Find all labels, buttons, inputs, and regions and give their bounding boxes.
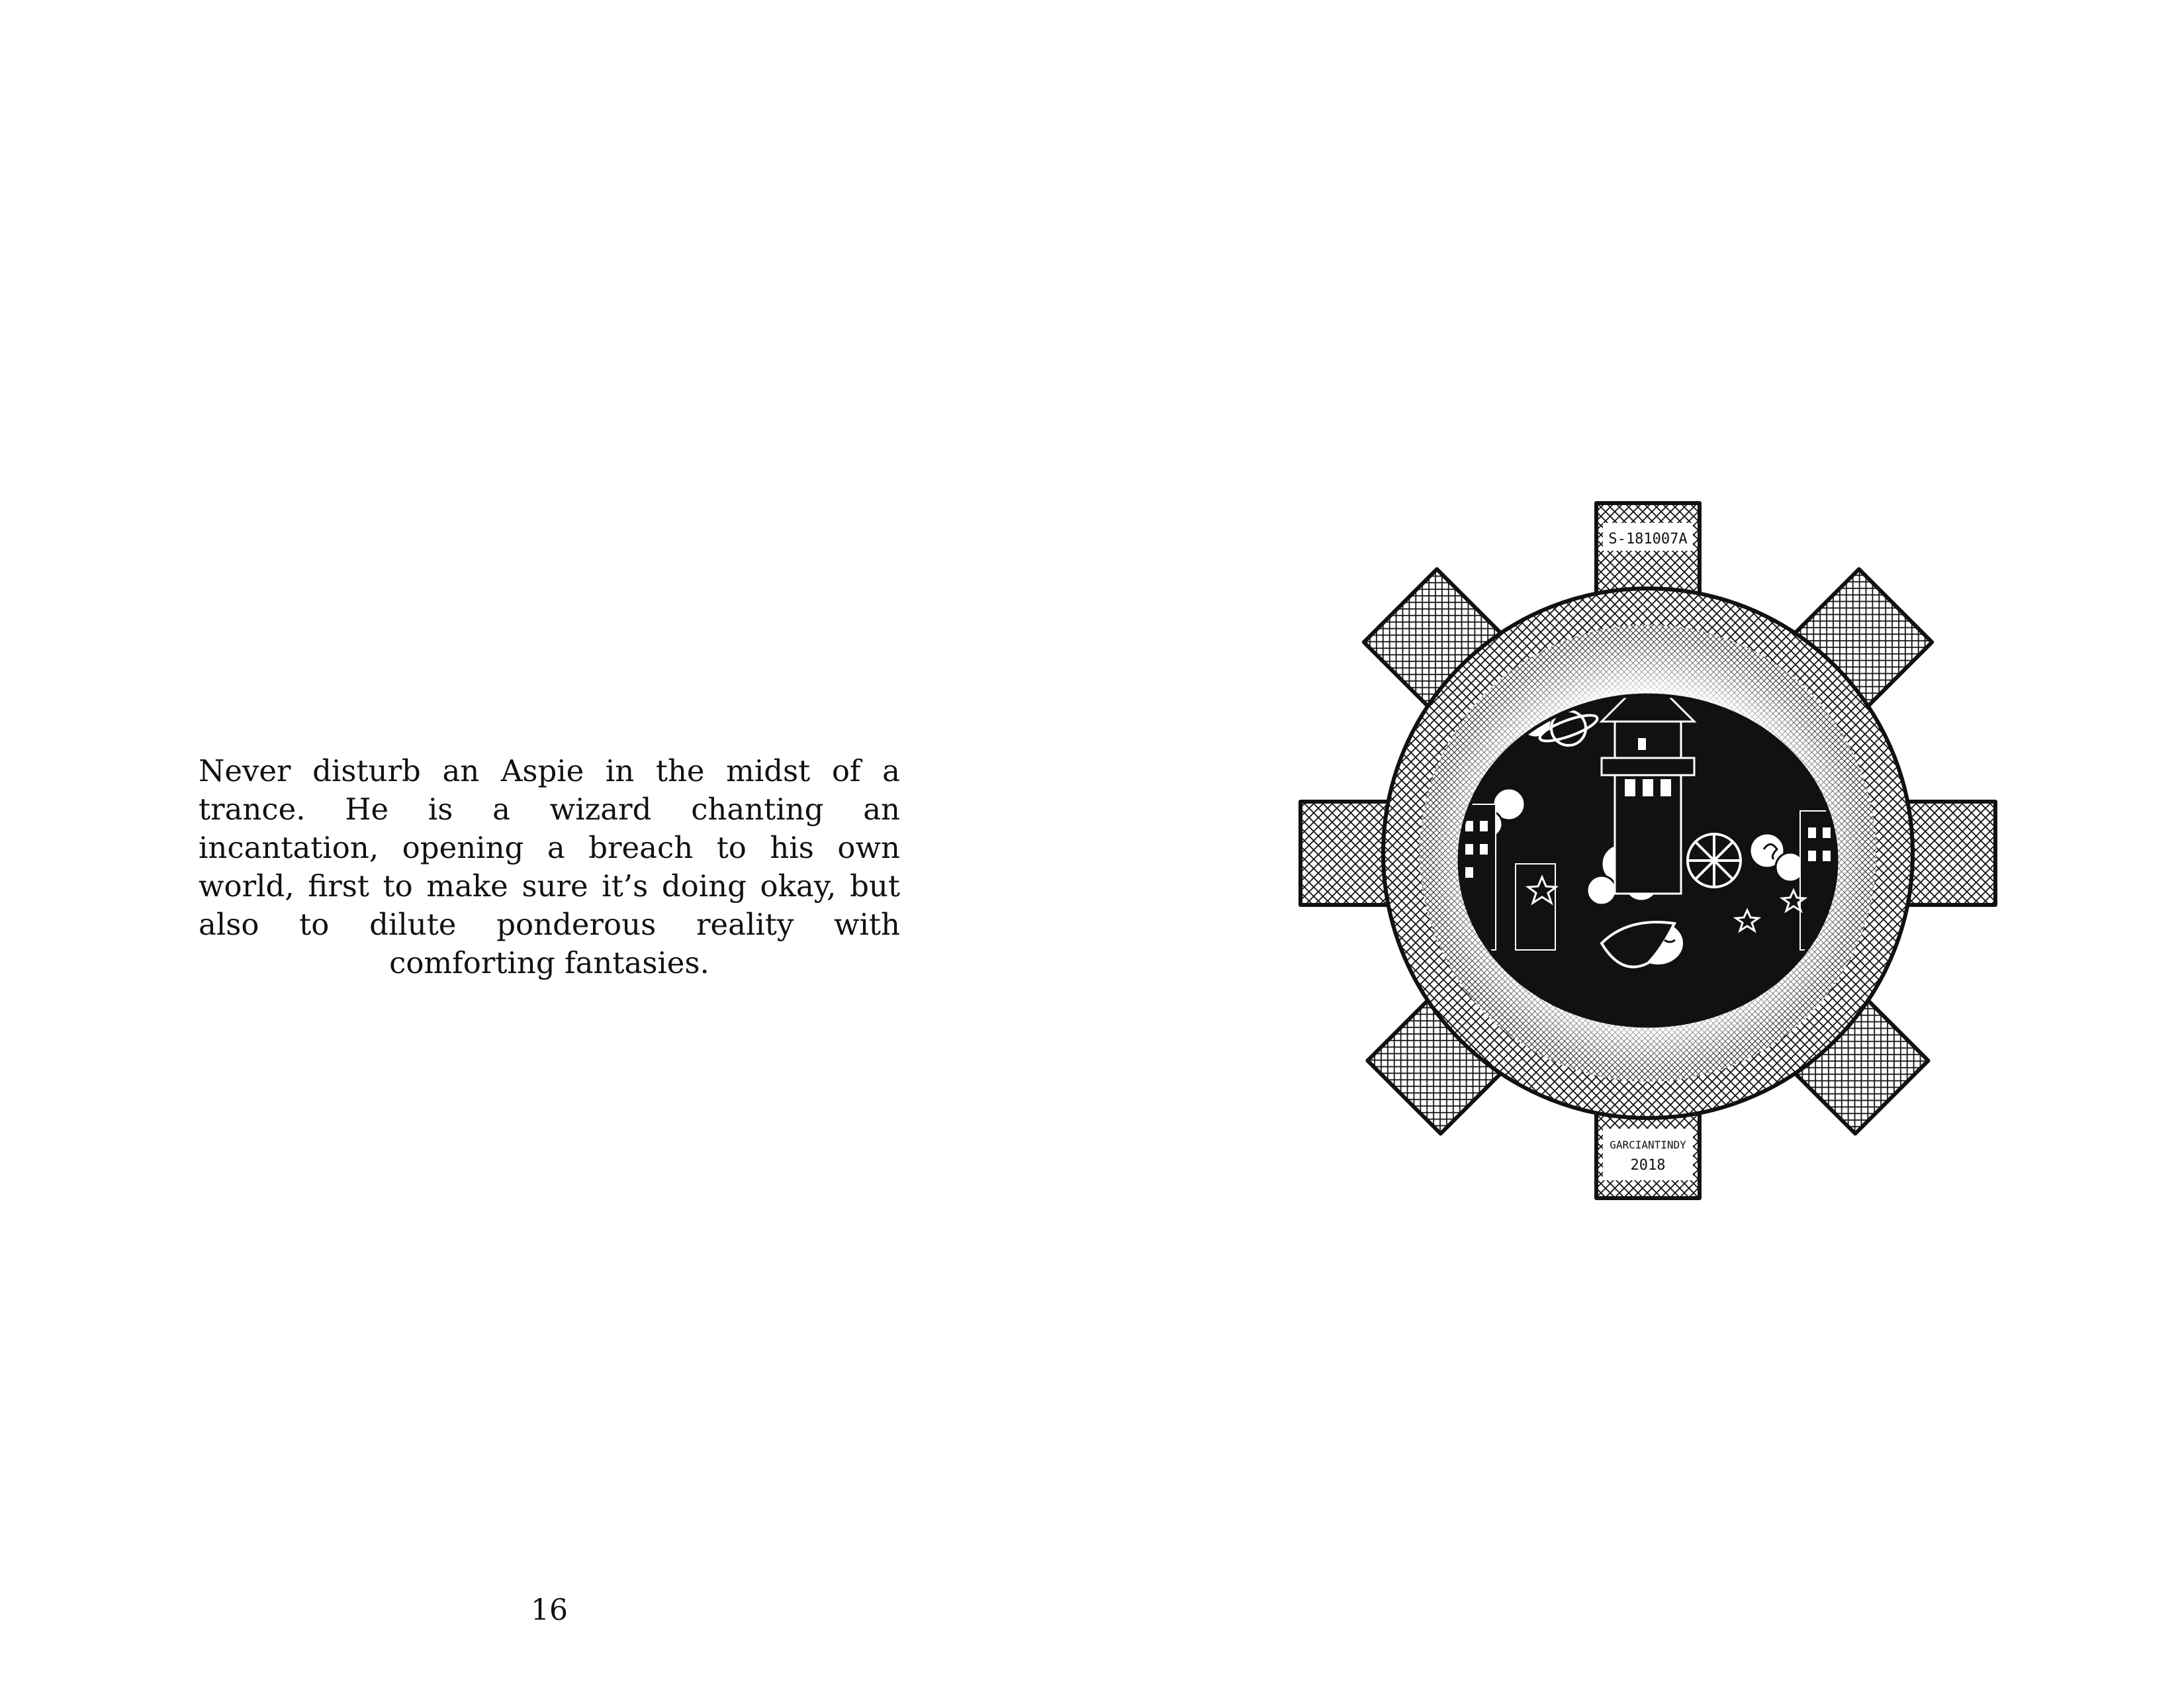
body-paragraph: Never disturb an Aspie in the midst of a trance. He is a wizard chanting an incantation, opening a breach to his own world, first to make sure it’s doing okay, but also to dilute ponderous reality with comforting fantasies. [199, 753, 900, 980]
illustration-signature: GARCIANTINDY [1610, 1139, 1686, 1151]
illustration-signature-year: 2018 [1630, 1157, 1666, 1174]
illustration-code-label: S-181007A [1608, 531, 1688, 547]
right-page [1092, 0, 2184, 1688]
gear-dream-scene-icon [1291, 493, 2005, 1215]
page-number: 16 [531, 1593, 568, 1627]
